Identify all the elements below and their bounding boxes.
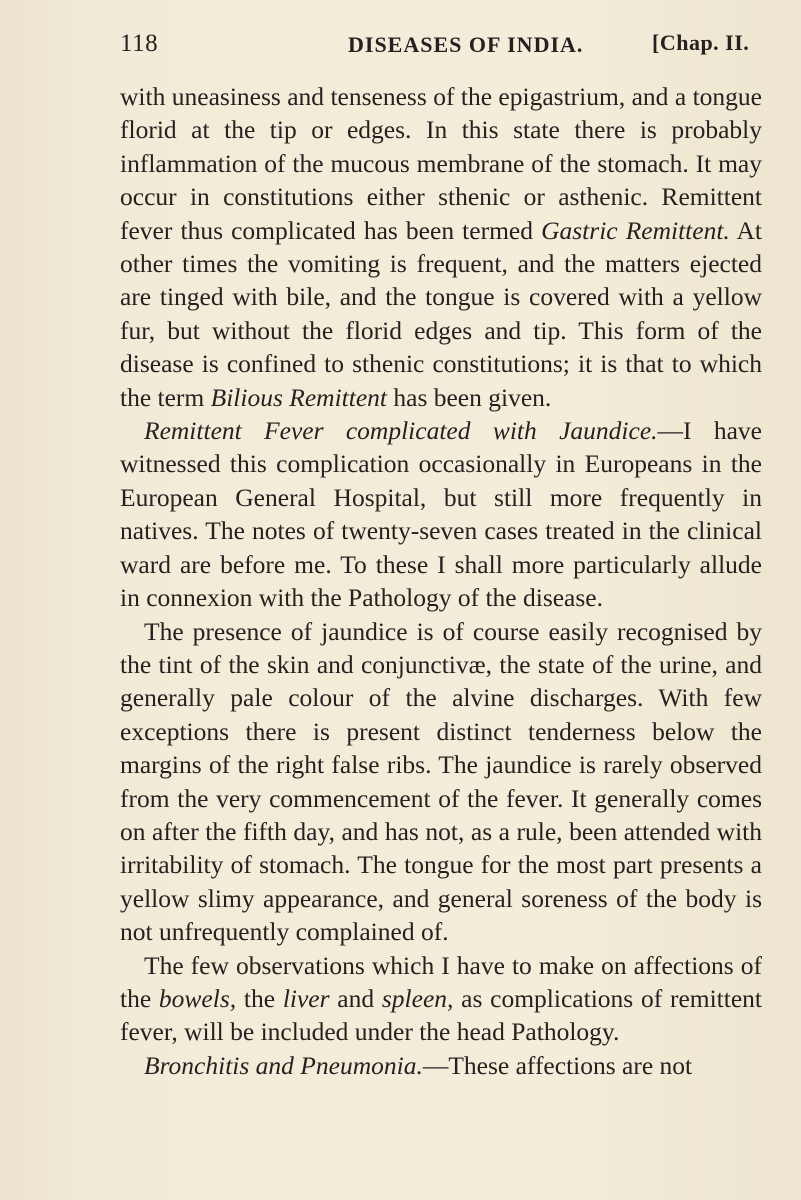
section-heading-jaundice: Remittent Fever complicated with Jaundice. [144, 416, 658, 446]
paragraph-bronchitis-heading: Bronchitis and Pneumonia.—These affections are not [144, 1050, 693, 1080]
term-bowels: bowels, [158, 983, 237, 1013]
term-gastric-remittent: Gastric Remittent. [541, 215, 730, 245]
chapter-label: [Chap. II. [652, 30, 750, 55]
term-spleen: spleen, [381, 983, 454, 1013]
paragraph-jaundice-heading: Remittent Fever complicated with Jaundice.—I have witnessed this complication occasionally in Europeans in the European General Hospital, but still more frequently in natives. The notes of twenty-seven cases treated in the clinical ward are before me. To these I shall more particularly allude in connexion with the Pathology of the disease. [120, 416, 762, 613]
page-number: 118 [120, 30, 159, 57]
paragraph-jaundice-signs: The presence of jaundice is of course easily recognised by the tint of the skin and conjunctivæ, the state of the urine, and generally pale colour of the alvine discharges. With few exceptions there is present distinct tenderness below the margins of the right false ribs. The jaundice is rarely observed from the very commencement of the fever. It generally comes on after the fifth day, and has not, as a rule, been attended with irritability of stomach. The tongue for the most part presents a yellow slimy appearance, and general soreness of the body is not unfrequently complained of. [120, 616, 762, 947]
running-header [120, 30, 788, 66]
running-title: DISEASES OF INDIA. [348, 32, 584, 57]
term-bilious-remittent: Bilious Remittent [210, 382, 387, 412]
term-liver: liver [282, 983, 330, 1013]
paragraph-bowels-liver-spleen: The few observations which I have to make on affections of the bowels, the liver and spleen, as complications of remittent fever, will be included under the head Pathology. [120, 950, 763, 1047]
paragraph-gastric-bilious: with uneasiness and tenseness of the epigastrium, and a tongue florid at the tip or edges. In this state there is probably inflammation of the mucous membrane of the stomach. It may occur in constitutions either sthenic or asthenic. Remittent fever thus complicated has been termed Gastric Remittent. At other times the vomiting is frequent, and the matters ejected are tinged with bile, and the tongue is covered with a yellow fur, but without the florid edges and tip. This form of the disease is confined to sthenic constitutions; it is that to which the term Bilious Remittent has been given. [120, 82, 763, 412]
body-text [120, 80, 762, 1082]
section-heading-bronchitis: Bronchitis and Pneumonia. [144, 1050, 423, 1080]
